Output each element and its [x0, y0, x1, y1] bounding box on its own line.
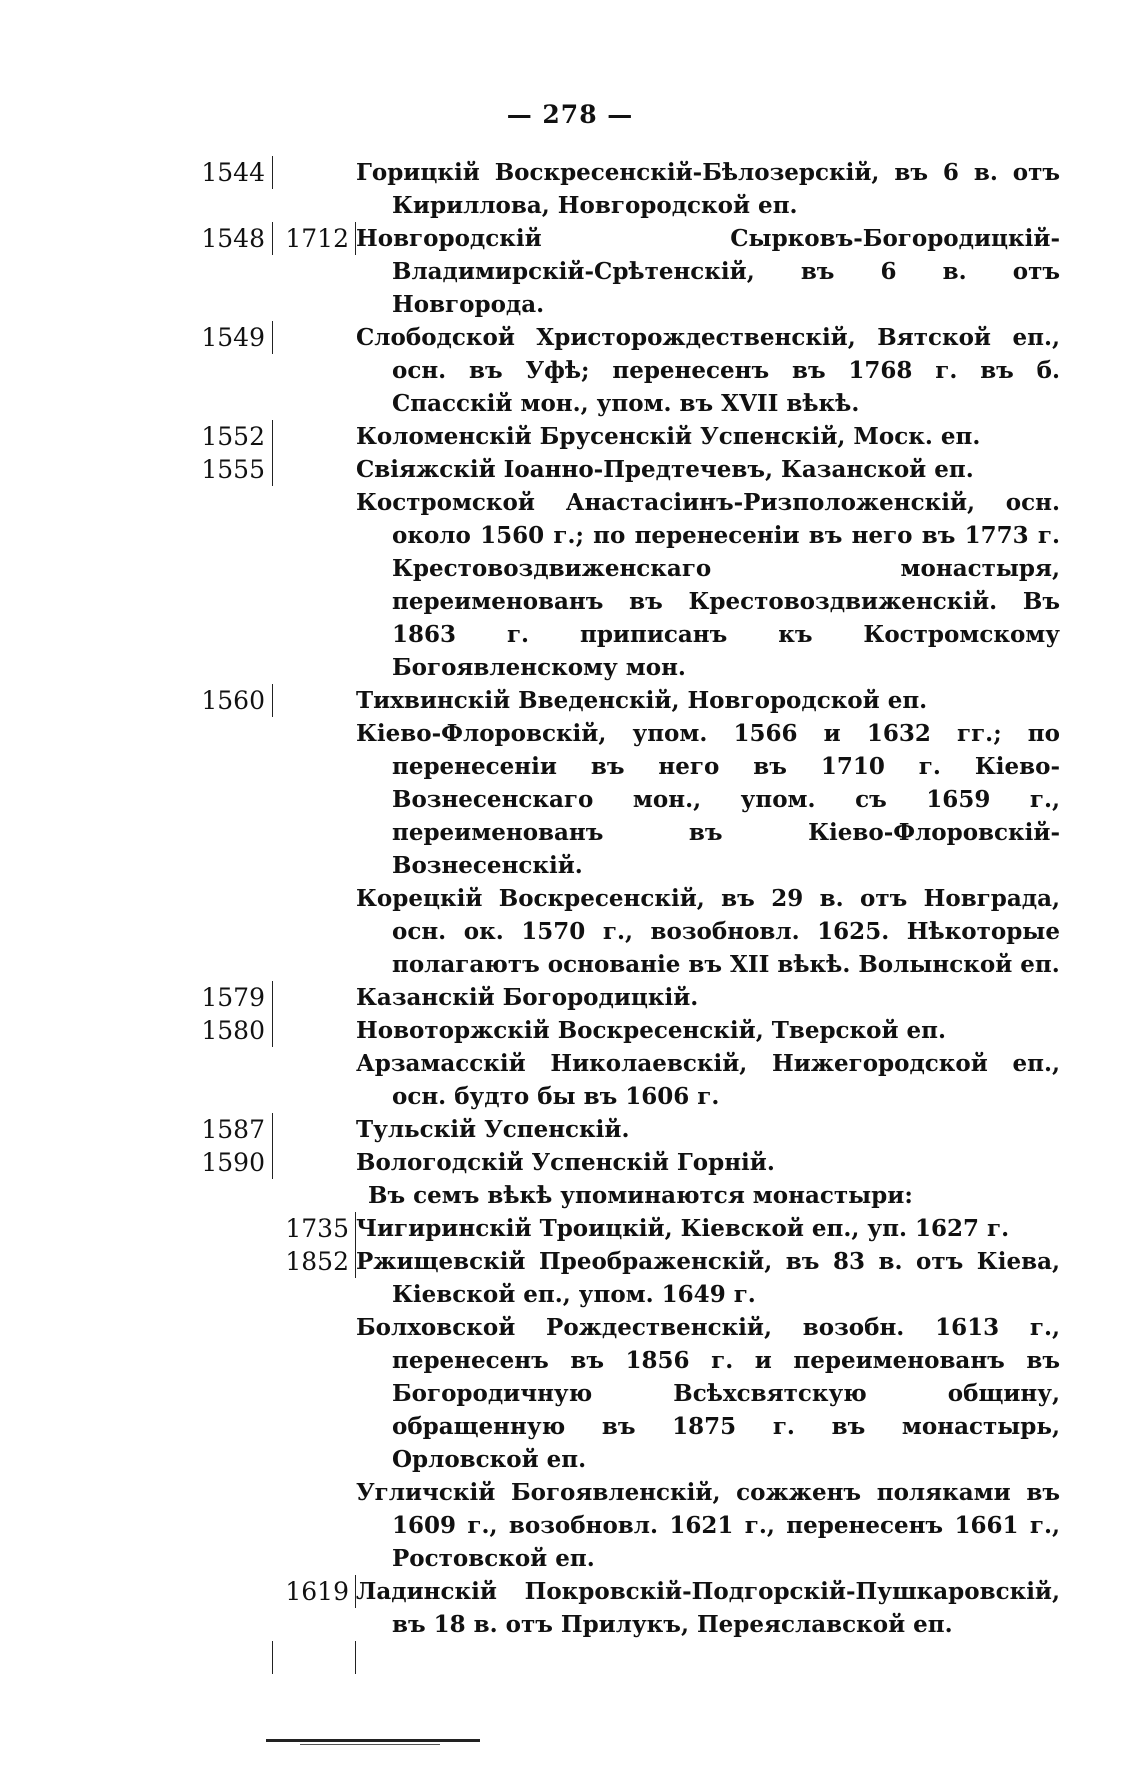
entry-row: [190, 222, 1060, 321]
founding-year: 1552: [190, 420, 273, 453]
entry-row: [190, 1047, 1060, 1113]
second-year: 1852: [273, 1245, 356, 1278]
entry-row: [190, 1113, 1060, 1146]
monastery-entry: Угличскій Богоявленскій, сожженъ поляками въ 1609 г., возобновл. 1621 г., перенесенъ 1661 г., Ростовской еп.: [356, 1479, 1060, 1572]
rule-tail: [190, 1641, 1060, 1674]
entry-row: [190, 156, 1060, 222]
monastery-entry: Новгородскій Сырковъ-Богородицкій-Владимирскій-Срѣтенскій, въ 6 в. отъ Новгорода.: [356, 225, 1060, 318]
founding-year: 1555: [190, 453, 273, 486]
entry-row: [190, 882, 1060, 981]
monastery-entry: Ладинскій Покровскій-Подгорскій-Пушкаровскій, въ 18 в. отъ Прилукъ, Переяславской еп.: [356, 1578, 1060, 1638]
footer-rule: [266, 1739, 480, 1742]
monastery-entry: Корецкій Воскресенскій, въ 29 в. отъ Новграда, осн. ок. 1570 г., возобновл. 1625. Нѣкоторые полагаютъ основаніе въ XII вѣкѣ. Волынской еп.: [356, 885, 1060, 978]
monastery-entry: Болховской Рождественскій, возобн. 1613 г., перенесенъ въ 1856 г. и переименованъ въ Богородичную Всѣхсвятскую общину, обращенную въ 1875 г. въ монастырь, Орловской еп.: [356, 1314, 1060, 1473]
founding-year: 1587: [190, 1113, 273, 1146]
entry-row: [190, 981, 1060, 1014]
monastery-entry: Свіяжскій Іоанно-Предтечевъ, Казанской еп.: [356, 456, 974, 483]
monastery-entry: Казанскій Богородицкій.: [356, 984, 699, 1011]
entry-row: [190, 1179, 1060, 1212]
monastery-entry: Новоторжскій Воскресенскій, Тверской еп.: [356, 1017, 947, 1044]
founding-year: 1580: [190, 1014, 273, 1047]
monastery-entry: Горицкій Воскресенскій-Бѣлозерскій, въ 6 в. отъ Кириллова, Новгородской еп.: [356, 159, 1060, 219]
second-year: 1735: [273, 1212, 356, 1245]
monastery-entry: Костромской Анастасіинъ-Ризположенскій, осн. около 1560 г.; по перенесеніи въ него въ 1773 г. Крестовоздвиженскаго монастыря, переименованъ въ Крестовоздвиженскій. Въ 1863 г. приписанъ къ Костромскому Богоявленскому мон.: [356, 489, 1060, 681]
entry-row: [190, 1575, 1060, 1641]
entry-row: [190, 1245, 1060, 1311]
monastery-entry: Ржищевскій Преображенскій, въ 83 в. отъ Кіева, Кіевской еп., упом. 1649 г.: [356, 1248, 1060, 1308]
founding-year: 1549: [190, 321, 273, 354]
monastery-entry: Въ семъ вѣкѣ упоминаются монастыри:: [368, 1182, 913, 1209]
monastery-entry: Слободской Христорождественскій, Вятской еп., осн. въ Уфѣ; перенесенъ въ 1768 г. въ б. Спасскій мон., упом. въ XVII вѣкѣ.: [356, 324, 1060, 417]
entry-row: [190, 684, 1060, 717]
page-number: — 278 —: [506, 100, 634, 129]
entry-row: [190, 321, 1060, 420]
rule-tail-left: [190, 1641, 273, 1674]
entry-row: [190, 453, 1060, 486]
entry-row: [190, 420, 1060, 453]
monastery-entry: Вологодскій Успенскій Горній.: [356, 1149, 775, 1176]
monastery-entry: Арзамасскій Николаевскій, Нижегородской еп., осн. будто бы въ 1606 г.: [356, 1050, 1060, 1110]
founding-year: 1590: [190, 1146, 273, 1179]
entry-row: [190, 1014, 1060, 1047]
monastery-entry: Кіево-Флоровскій, упом. 1566 и 1632 гг.; по перенесеніи въ него въ 1710 г. Кіево-Вознесенскаго мон., упом. съ 1659 г., переименованъ въ Кіево-Флоровскій-Вознесенскій.: [356, 720, 1060, 879]
founding-year: 1579: [190, 981, 273, 1014]
rule-tail-right: [273, 1641, 356, 1674]
entry-row: [190, 486, 1060, 684]
entry-row: [190, 1212, 1060, 1245]
entries-table: [190, 156, 1060, 1674]
founding-year: 1544: [190, 156, 273, 189]
monastery-entry: Коломенскій Брусенскій Успенскій, Моск. еп.: [356, 423, 981, 450]
monastery-entry: Тихвинскій Введенскій, Новгородской еп.: [356, 687, 928, 714]
monastery-entry: Чигиринскій Троицкій, Кіевской еп., уп. 1627 г.: [356, 1215, 1010, 1242]
footer-rule-thin: [300, 1744, 440, 1745]
second-year: 1712: [273, 222, 356, 255]
monastery-entry: Тульскій Успенскій.: [356, 1116, 630, 1143]
entry-row: [190, 1311, 1060, 1476]
second-year: 1619: [273, 1575, 356, 1608]
entry-row: [190, 717, 1060, 882]
founding-year: 1548: [190, 222, 273, 255]
founding-year: 1560: [190, 684, 273, 717]
entry-row: [190, 1146, 1060, 1179]
entry-row: [190, 1476, 1060, 1575]
